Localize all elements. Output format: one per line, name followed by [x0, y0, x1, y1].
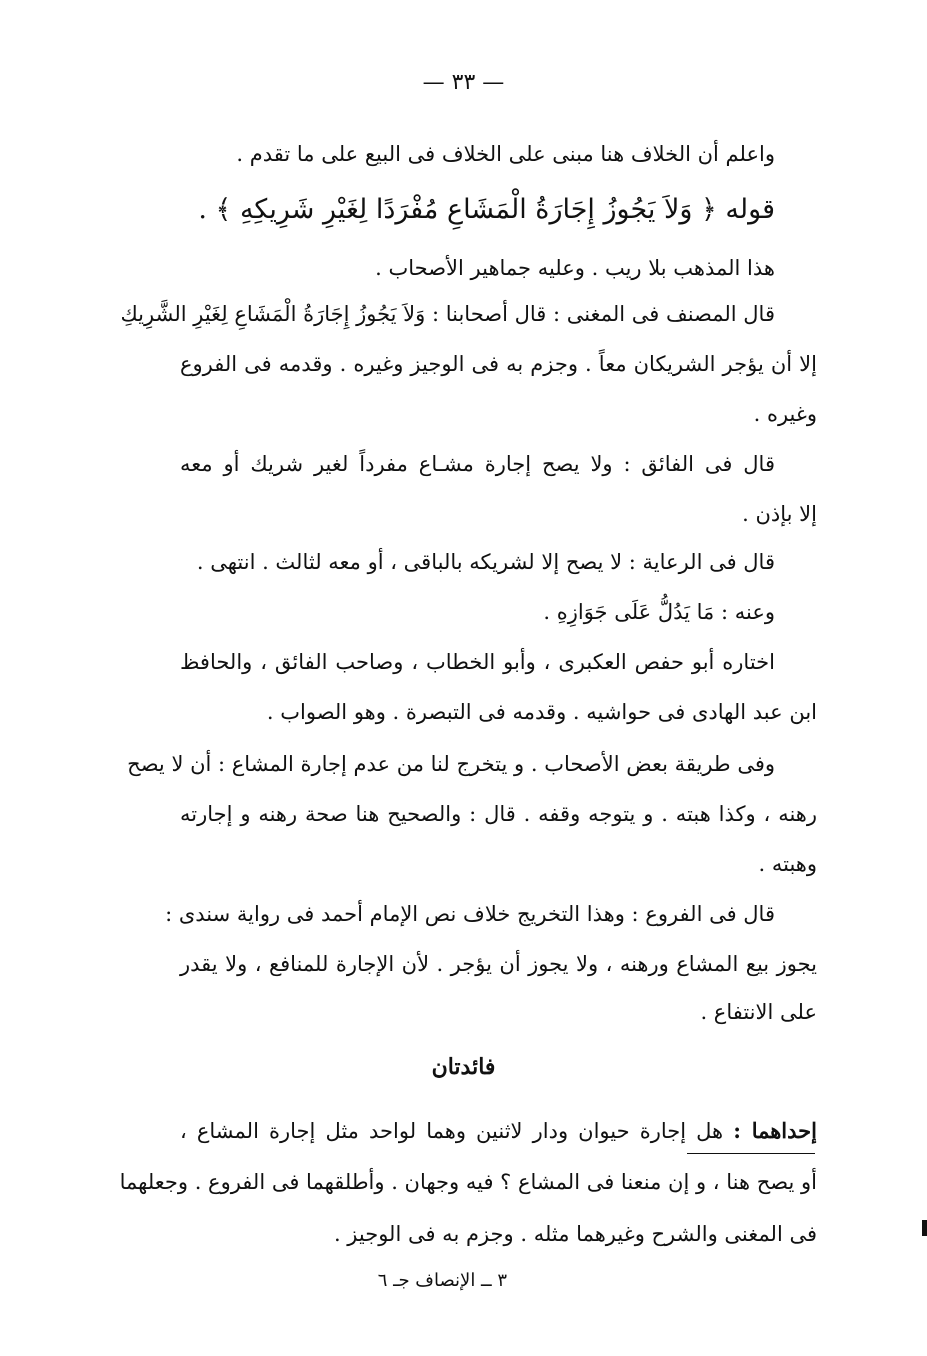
text-line: قال فى الفائق : ولا يصح إجارة مشـاع مفرداً لغير شريك أو معه	[180, 452, 775, 476]
text-line: على الانتفاع .	[700, 1000, 817, 1024]
text-line: هذا المذهب بلا ريب . وعليه جماهير الأصحاب .	[375, 256, 775, 280]
text-segment: هل إجارة حيوان ودار لاثنين وهما لواحد مثل إجارة المشاع ،	[180, 1119, 724, 1143]
text-line: وفى طريقة بعض الأصحاب . و يتخرج لنا من عدم إجارة المشاع : أن لا يصح	[127, 752, 775, 776]
label-underline	[687, 1153, 815, 1154]
text-line: رهنه ، وكذا هبته . و يتوجه وقفه . قال : والصحيح هنا صحة رهنه و إجارته	[180, 802, 817, 826]
text-line: وغيره .	[753, 402, 817, 426]
text-line: قال فى الفروع : وهذا التخريج خلاف نص الإمام أحمد فى رواية سندى :	[165, 902, 775, 926]
text-line: إلا أن يؤجر الشريكان معاً . وجزم به فى الوجيز وغيره . وقدمه فى الفروع	[180, 352, 817, 376]
text-line: فى المغنى والشرح وغيرهما مثله . وجزم به فى الوجيز .	[333, 1222, 817, 1246]
text-line: إلا بإذن .	[742, 502, 817, 526]
text-line: ابن عبد الهادى فى حواشيه . وقدمه فى التبصرة . وهو الصواب .	[266, 700, 817, 724]
text-line: وهبته .	[758, 852, 817, 876]
text-line-heading-quote: قوله ﴿ وَلاَ يَجُوزُ إِجَارَةُ الْمَشَاعِ مُفْرَدًا لِغَيْرِ شَرِيكِهِ ﴾ .	[198, 194, 775, 225]
text-line: واعلم أن الخلاف هنا مبنى على الخلاف فى البيع على ما تقدم .	[236, 142, 775, 166]
scan-edge-mark	[922, 1220, 927, 1236]
footer-signature: ٣ ــ الإنصاف جـ ٦	[377, 1270, 507, 1291]
first-item-label: إحداهما :	[733, 1118, 817, 1143]
text-line: يجوز بيع المشاع ورهنه ، ولا يجوز أن يؤجر . لأن الإجارة للمنافع ، ولا يقدر	[180, 952, 817, 976]
text-line: قال فى الرعاية : لا يصح إلا لشريكه بالباقى ، أو معه لثالث . انتهى .	[196, 550, 775, 574]
text-line: قال المصنف فى المغنى : قال أصحابنا : وَلاَ يَجُوزُ إِجَارَةُ الْمَشَاعِ لِغَيْرِ الشَّرِيكِ	[120, 302, 775, 326]
text-line: وعنه : مَا يَدُلُّ عَلَى جَوَازِهِ .	[543, 600, 775, 624]
text-line: اختاره أبو حفص العكبرى ، وأبو الخطاب ، وصاحب الفائق ، والحافظ	[180, 650, 775, 674]
text-line-first	[180, 1118, 817, 1143]
section-heading: فائدتان	[431, 1054, 496, 1080]
page-number: — ٣٣ —	[422, 70, 505, 95]
text-line: أو يصح هنا ، و إن منعنا فى المشاع ؟ فيه وجهان . وأطلقهما فى الفروع . وجعلهما	[119, 1170, 817, 1194]
